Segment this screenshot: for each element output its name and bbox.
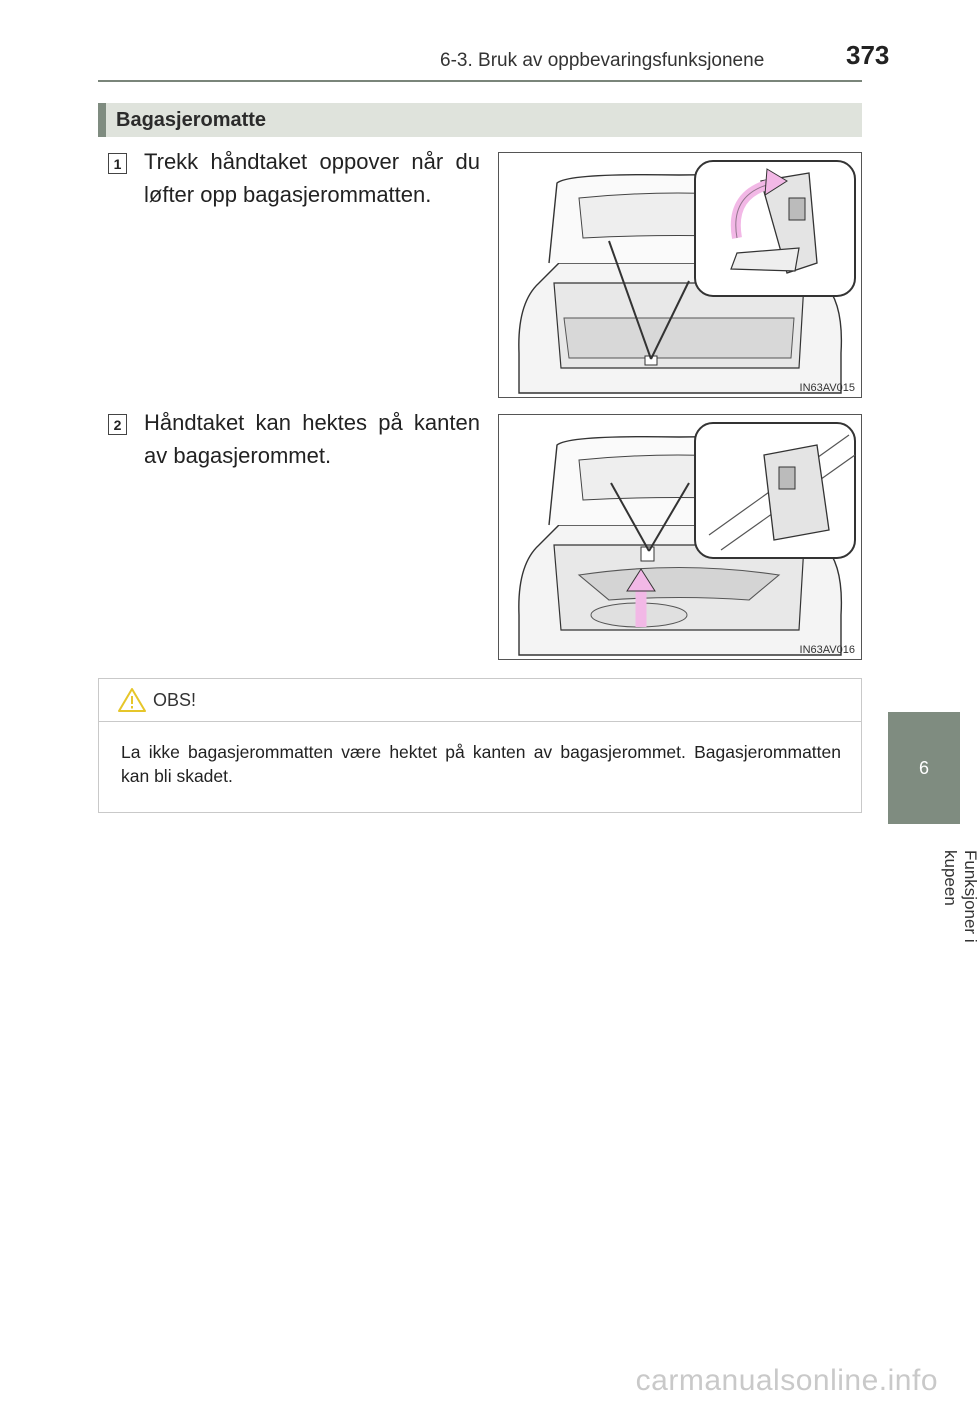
- step-number-badge: 2: [108, 414, 127, 435]
- step-text: Håndtaket kan hektes på kanten av bagasjerommet.: [144, 410, 480, 468]
- caution-box: [98, 678, 862, 813]
- section-title: 6-3. Bruk av oppbevaringsfunksjonene: [440, 50, 765, 71]
- chapter-number: 6: [918, 757, 929, 778]
- trunk-figure-hook-mat: [498, 414, 862, 660]
- chapter-title: Funksjoner i kupeen: [941, 850, 980, 943]
- warning-triangle-icon: [117, 687, 147, 713]
- caution-header: [99, 679, 861, 722]
- chapter-tab[interactable]: [888, 712, 960, 824]
- caution-title: OBS!: [153, 689, 197, 710]
- caution-text: La ikke bagasjerommatten være hektet på kanten av bagasjerommet. Bagasjerommatten kan bli skadet.: [121, 742, 841, 786]
- section-heading: [98, 103, 862, 137]
- section-heading-text: Bagasjeromatte: [116, 108, 267, 131]
- step-number-badge: 1: [108, 153, 127, 174]
- figure-code: IN63AV016: [799, 644, 855, 656]
- header-divider: [98, 80, 862, 82]
- step-text: Trekk håndtaket oppover når du løfter opp bagasjerommatten.: [144, 149, 480, 207]
- car-trunk-illustration: [499, 153, 863, 399]
- figure-code: IN63AV015: [799, 382, 855, 394]
- watermark: carmanualsonline.info: [635, 1364, 938, 1397]
- trunk-figure-lift-mat: [498, 152, 862, 398]
- page-number: 373: [846, 40, 890, 70]
- car-trunk-illustration: [499, 415, 863, 661]
